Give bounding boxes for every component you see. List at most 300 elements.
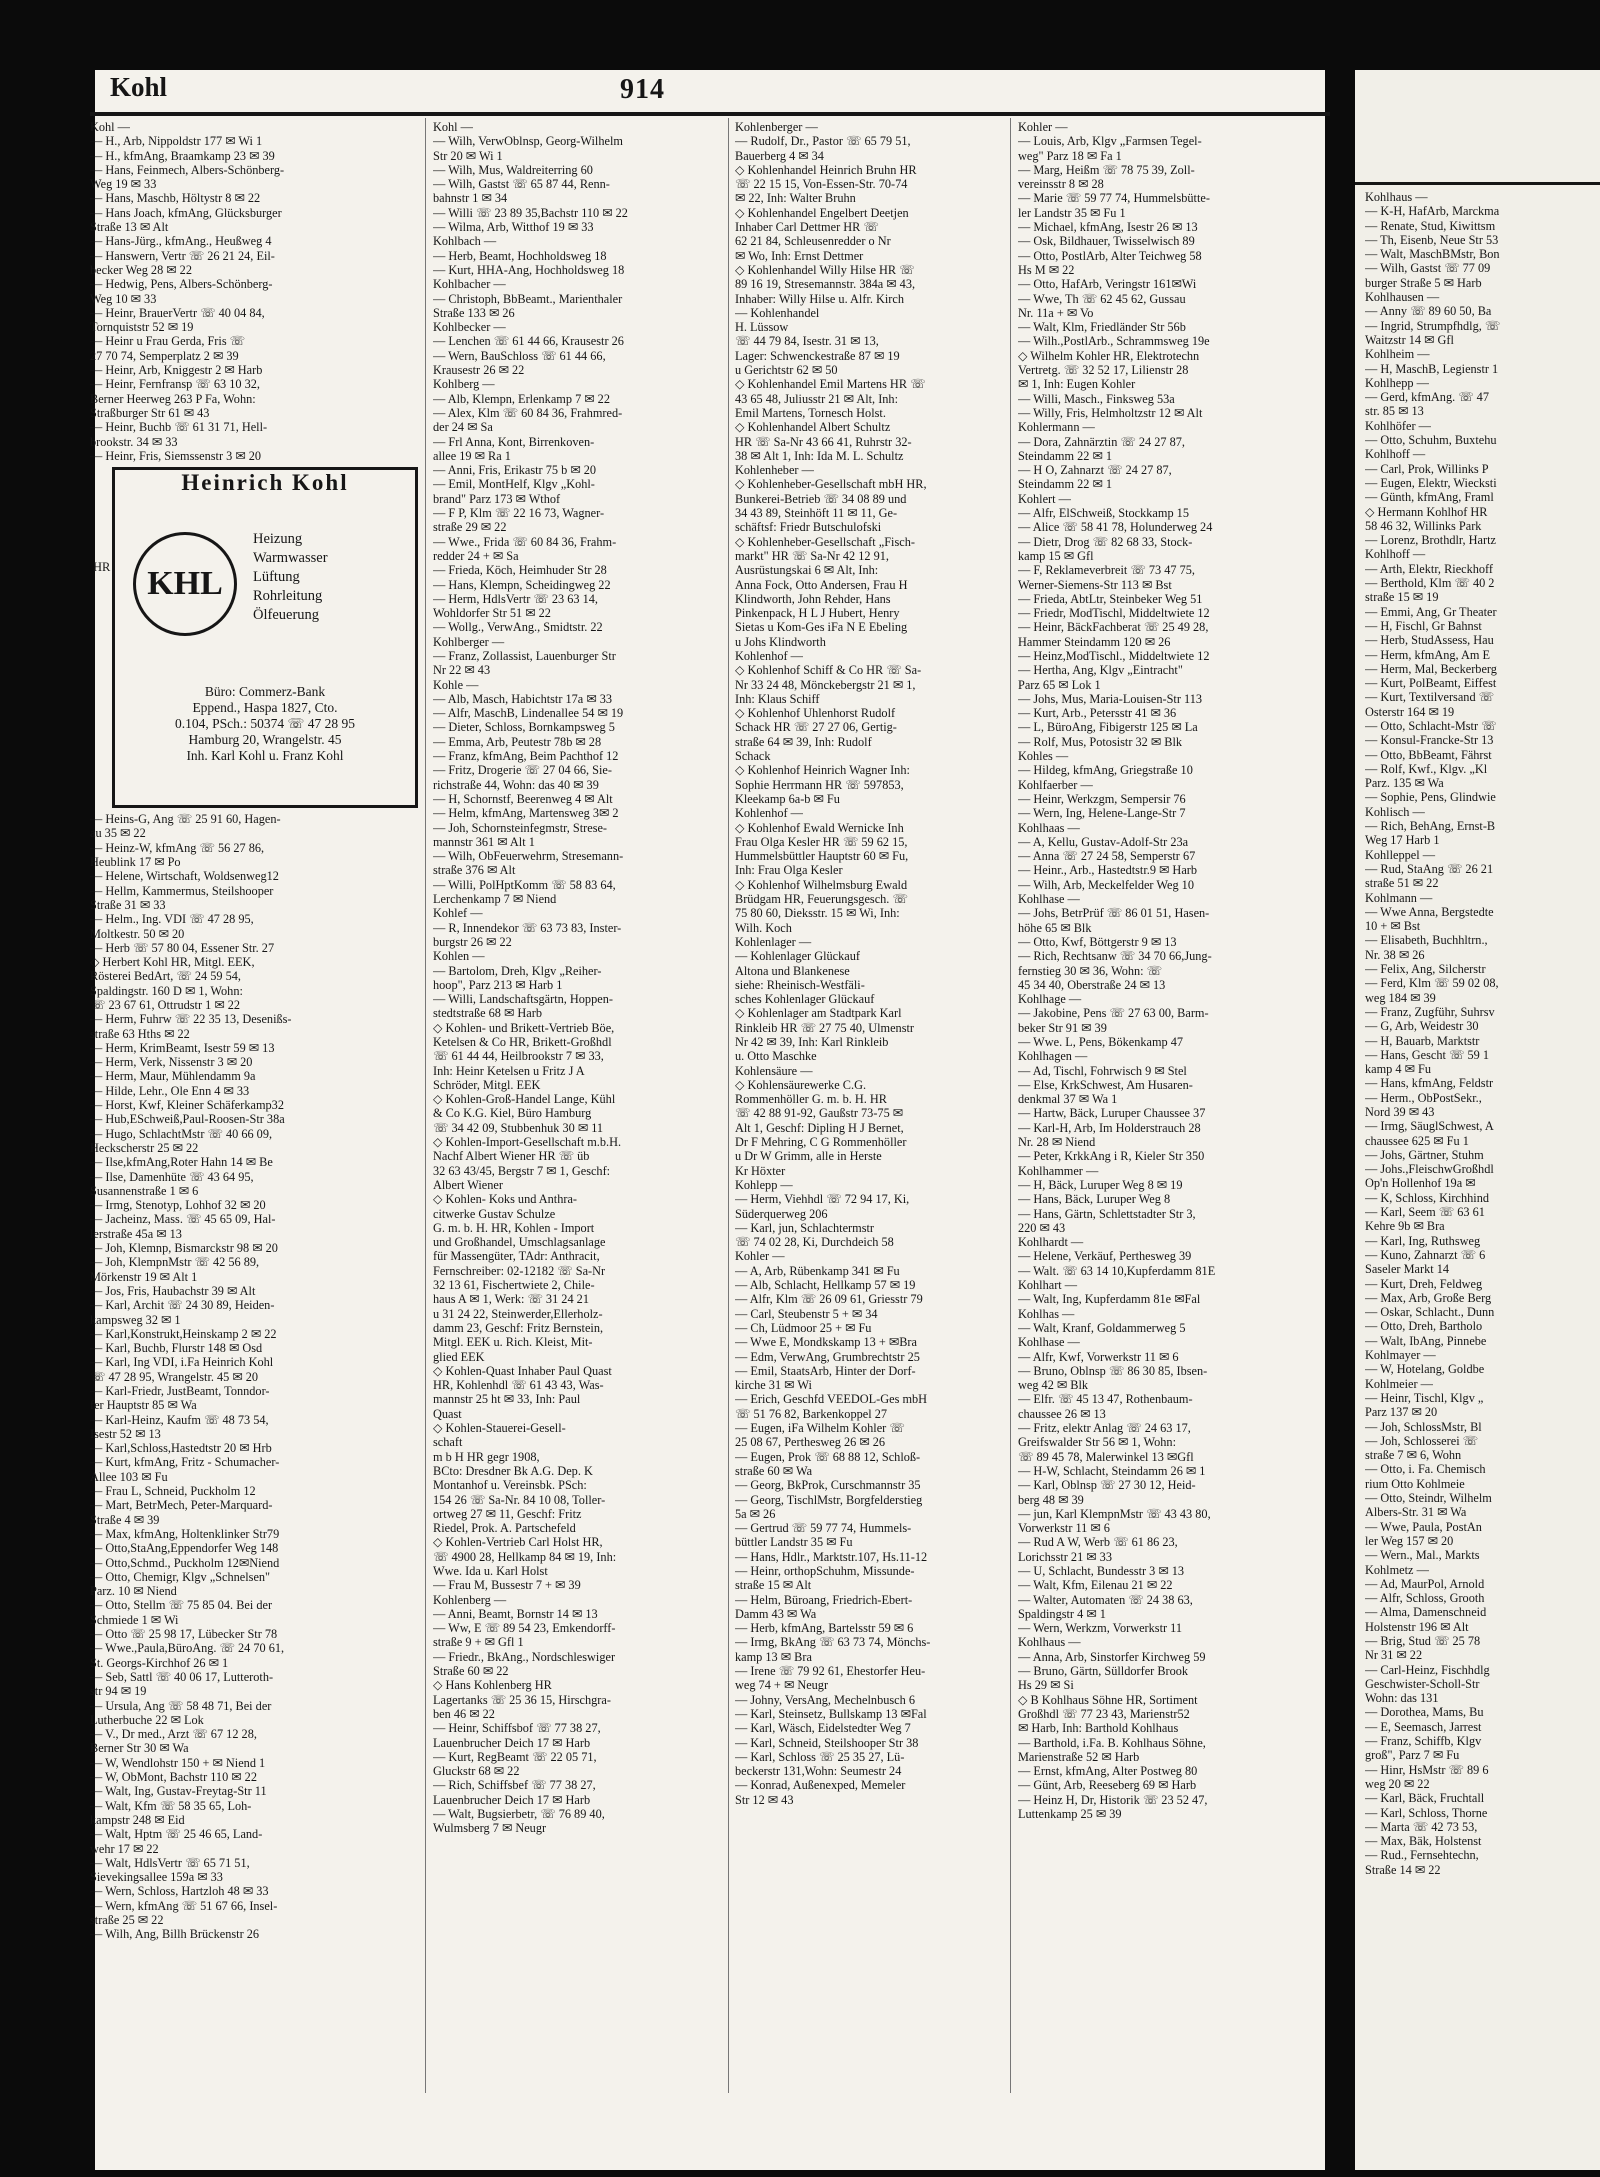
facing-entry-line: — H, MaschB, Legienstr 1 (1365, 361, 1499, 376)
col1-entry-line: brookstr. 34 ✉ 33 (90, 434, 178, 449)
col3-entry-line: Brüdgam HR, Feuerungsgesch. ☏ (735, 892, 908, 907)
col1-entry-line: — Karl, Ing VDI, i.Fa Heinrich Kohl (90, 1355, 274, 1370)
col1-entry-line: au 35 ✉ 22 (90, 826, 146, 841)
col4-entry-line: Werner-Siemens-Str 113 ✉ Bst (1018, 577, 1172, 592)
col2-entry-line: — Willi ☏ 23 89 35,Bachstr 110 ✉ 22 (433, 205, 628, 220)
col1-entry-line: — Hub,ESchweiß,Paul-Roosen-Str 38a (90, 1112, 285, 1127)
col4-entry-line: — Wern, Werkzm, Vorwerkstr 11 (1018, 1621, 1183, 1636)
col4-entry-line: Hs M ✉ 22 (1018, 262, 1075, 277)
col2-entry-line: mannstr 25 ht ✉ 33, Inh: Paul (433, 1392, 581, 1407)
col4-entry-line: Kohlhardt — (1018, 1235, 1084, 1250)
col4-entry-line: Luttenkamp 25 ✉ 39 (1018, 1807, 1122, 1822)
col4-entry-line: — Karl-H, Arb, Im Holderstrauch 28 (1018, 1120, 1201, 1135)
col4-entry-line: — Wilh, Arb, Meckelfelder Weg 10 (1018, 877, 1194, 892)
col4-entry-line: — Hans, Gärtn, Schlettstadter Str 3, (1018, 1206, 1196, 1221)
col1-entry-line: — Karl, Archit ☏ 24 30 89, Heiden- (90, 1298, 275, 1313)
col1-entry-line: — Hans, Maschb, Höltystr 8 ✉ 22 (90, 191, 261, 206)
col3-entry-line: Kr Höxter (735, 1163, 786, 1178)
col1-entry-line: Isestr 52 ✉ 13 (90, 1426, 161, 1441)
col2-entry-line: Lerchenkamp 7 ✉ Niend (433, 892, 557, 907)
facing-entry-line: — Eugen, Elektr, Wiecksti (1365, 475, 1497, 490)
facing-entry-line: — Wwe Anna, Bergstedte (1365, 904, 1494, 919)
col4-entry-line: Kohlermann — (1018, 420, 1095, 435)
col4-entry-line: — Jakobine, Pens ☏ 27 63 00, Barm- (1018, 1006, 1209, 1021)
facing-entry-line: — Walt, IbAng, Pinnebe (1365, 1333, 1487, 1348)
col1-entry-line: straße 25 ✉ 22 (90, 1912, 164, 1927)
col2-entry-line: ◇ Kohlen-Groß-Handel Lange, Kühl (433, 1092, 616, 1107)
facing-entry-line: — Herm., ObPostSekr., (1365, 1090, 1482, 1105)
col3-entry-line: Kohlenberger — (735, 120, 818, 134)
col4-entry-line: — Otto, HafArb, Veringstr 161✉Wi (1018, 277, 1197, 292)
col2-entry-line: — Herm, HdlsVertr ☏ 23 63 14, (433, 591, 598, 606)
ad-service-item: Heizung (253, 531, 303, 548)
col3-entry-line: — Erich, Geschfd VEEDOL-Ges mbH (735, 1392, 928, 1407)
col1-entry-line: — Heinr u Frau Gerda, Fris ☏ (90, 334, 246, 349)
col3-entry-line: 62 21 84, Schleusenredder o Nr (735, 234, 891, 249)
facing-entry-line: — H, Fischl, Gr Bahnst (1365, 618, 1482, 633)
col2-entry-line: damm 23, Geschf: Fritz Bernstein, (433, 1320, 604, 1335)
col4-entry-line: — Anna ☏ 27 24 58, Semperstr 67 (1018, 849, 1196, 864)
col4-entry-line: — Alice ☏ 58 41 78, Holunderweg 24 (1018, 520, 1213, 535)
facing-entry-line: ler Weg 157 ✉ 20 (1365, 1533, 1454, 1548)
col2-entry-line: ☏ 61 44 44, Heilbrookstr 7 ✉ 33, (433, 1049, 604, 1064)
col2-entry-line: — Alb, Masch, Habichtstr 17a ✉ 33 (433, 691, 613, 706)
col1-entry-line: — Heinr, Fernfransp ☏ 63 10 32, (90, 377, 260, 392)
col2-entry-line: richstraße 44, Wohn: das 40 ✉ 39 (433, 777, 599, 792)
col3-entry-line: Kohlenhof — (735, 648, 803, 663)
col1-entry-line: — Hanswern, Vertr ☏ 26 21 24, Eil- (90, 248, 275, 263)
column-1-entries-top (90, 120, 410, 463)
col2-entry-line: Kohlbecker — (433, 320, 506, 335)
col3-entry-line: Wilh. Koch (735, 920, 792, 935)
facing-page-edge (1355, 70, 1600, 2170)
col3-entry-line: — Helm, Büroang, Friedrich-Ebert- (735, 1592, 913, 1607)
col3-entry-line: Pinkenpack, H L J Hubert, Henry (735, 606, 900, 621)
col4-entry-line: — Heinz H, Dr, Historik ☏ 23 52 47, (1018, 1792, 1208, 1807)
col1-entry-line: Heckscherstr 25 ✉ 22 (90, 1140, 199, 1155)
col3-entry-line: ✉ Wo, Inh: Ernst Dettmer (735, 248, 864, 263)
col1-entry-line: Kohl — (90, 120, 130, 134)
col1-entry-line: — Horst, Kwf, Kleiner Schäferkamp32 (90, 1098, 284, 1113)
col4-entry-line: — Alfr, ElSchweiß, Stockkamp 15 (1018, 506, 1189, 521)
col4-entry-line: — Wwe, Th ☏ 62 45 62, Gussau (1018, 291, 1186, 306)
col3-entry-line: Bunkerei-Betrieb ☏ 34 08 89 und (735, 491, 907, 506)
col1-entry-line: — Herm, Fuhrw ☏ 22 35 13, Desenißs- (90, 1012, 292, 1027)
col2-entry-line: mannstr 361 ✉ Alt 1 (433, 834, 535, 849)
col4-entry-line: — Karl, Oblnsp ☏ 27 30 12, Heid- (1018, 1478, 1196, 1493)
hr-marker: HR (93, 560, 111, 574)
facing-entry-line: — Hinr, HsMstr ☏ 89 6 (1365, 1762, 1489, 1777)
facing-entry-line: Nr. 38 ✉ 26 (1365, 947, 1425, 962)
ad-bank-line: 0.104, PSch.: 50374 ☏ 47 28 95 (174, 716, 355, 732)
col3-entry-line: Hummelsbüttler Hauptstr 60 ✉ Fu, (735, 849, 909, 864)
col3-entry-line: H. Lüssow (735, 320, 789, 335)
col3-entry-line: markt" HR ☏ Sa-Nr 42 12 91, (735, 548, 889, 563)
col2-entry-line: — H, Schornstf, Beerenweg 4 ✉ Alt (433, 791, 613, 806)
col3-entry-line: 25 08 67, Perthesweg 26 ✉ 26 (735, 1435, 885, 1450)
column-2 (433, 120, 753, 1836)
col4-entry-line: — Elfr. ☏ 45 13 47, Rothenbaum- (1018, 1392, 1193, 1407)
col4-entry-line: — Bruno, Oblnsp ☏ 86 30 85, Ibsen- (1018, 1363, 1208, 1378)
col2-entry-line: ◇ Kohlen- Koks und Anthra- (433, 1192, 578, 1207)
col1-entry-line: — Jos, Fris, Haubachstr 39 ✉ Alt (90, 1283, 256, 1298)
running-head: Kohl (110, 72, 168, 102)
col2-entry-line: — Alb, Klempn, Erlenkamp 7 ✉ 22 (433, 391, 610, 406)
facing-entry-line: — Oskar, Schlacht., Dunn (1365, 1305, 1495, 1320)
col3-entry-line: straße 15 ✉ Alt (735, 1578, 812, 1593)
col3-entry-line: Inh: Frau Olga Kesler (735, 863, 843, 878)
col2-entry-line: — Kurt, HHA-Ang, Hochholdsweg 18 (433, 262, 625, 277)
facing-entry-line: Kohlmetz — (1365, 1562, 1429, 1577)
col3-entry-line: — Irene ☏ 79 92 61, Ehestorfer Heu- (735, 1664, 926, 1679)
facing-entry-line: Op'n Hollenhof 19a ✉ (1365, 1176, 1476, 1191)
col1-entry-line: becker Weg 28 ✉ 22 (90, 262, 192, 277)
col2-entry-line: — Heinr, Schiffsbof ☏ 77 38 27, (433, 1721, 601, 1736)
facing-entry-line: — Otto, Schuhm, Buxtehu (1365, 433, 1497, 448)
col2-entry-line: — Anni, Fris, Erikastr 75 b ✉ 20 (433, 463, 596, 478)
col2-entry-line: schaft (433, 1435, 463, 1450)
col4-entry-line: — Heinr, Werkzgm, Sempersir 76 (1018, 791, 1186, 806)
col2-entry-line: Kohlberg — (433, 377, 495, 392)
col2-entry-line: — Alex, Klm ☏ 60 84 36, Frahmred- (433, 405, 623, 420)
col2-entry-line: Gluckstr 68 ✉ 22 (433, 1764, 520, 1779)
facing-entry-line: — Franz, Schiffb, Klgv (1365, 1734, 1482, 1749)
col4-entry-line: — Dora, Zahnärztin ☏ 24 27 87, (1018, 434, 1185, 449)
col3-entry-line: Kohlenlager — (735, 934, 812, 949)
col3-entry-line: 75 80 60, Dieksstr. 15 ✉ Wi, Inh: (735, 906, 900, 921)
facing-entry-line: — Hans, Gescht ☏ 59 1 (1365, 1047, 1489, 1062)
col3-entry-line: u Gerichtstr 62 ✉ 50 (735, 363, 838, 378)
facing-entry-line: — Otto, Schlacht-Mstr ☏ (1365, 718, 1497, 733)
col4-entry-line: — Hertha, Ang, Klgv „Eintracht" (1018, 663, 1183, 678)
facing-entry-line: — Joh, Schlosserei ☏ (1365, 1433, 1479, 1448)
col4-entry-line: — Walt, Kranf, Goldammerweg 5 (1018, 1320, 1186, 1335)
facing-entry-line: Waitzstr 14 ✉ Gfl (1365, 332, 1454, 347)
column-1-entries-bottom (90, 812, 410, 1941)
facing-entry-line: — Rud, StaAng ☏ 26 21 (1365, 861, 1494, 876)
facing-entry-line: — Walt, MaschBMstr, Bon (1365, 247, 1500, 262)
col3-entry-line: büttler Landstr 35 ✉ Fu (735, 1535, 853, 1550)
col2-entry-line: — Lenchen ☏ 61 44 66, Krausestr 26 (433, 334, 624, 349)
col2-entry-line: brand" Parz 173 ✉ Wthof (433, 491, 561, 506)
col1-entry-line: Berner Heerweg 263 P Fa, Wohn: (90, 391, 256, 406)
col1-entry-line: — Hedwig, Pens, Albers-Schönberg- (90, 277, 273, 292)
ad-service-item: Ölfeuerung (253, 607, 320, 624)
facing-entry-line: Kohlhoff — (1365, 547, 1426, 562)
col3-entry-line: u. Otto Maschke (735, 1049, 817, 1064)
col2-entry-line: Straße 133 ✉ 26 (433, 305, 515, 320)
col4-entry-line: weg" Parz 18 ✉ Fa 1 (1018, 148, 1122, 163)
col2-entry-line: Straße 60 ✉ 22 (433, 1664, 509, 1679)
col1-entry-line: Straße 31 ✉ 33 (90, 897, 166, 912)
col2-entry-line: — Hans, Klempn, Scheidingweg 22 (433, 577, 611, 592)
col3-entry-line: — Edm, VerwAng, Grumbrechtstr 25 (735, 1349, 920, 1364)
col4-entry-line: fernstieg 30 ✉ 36, Wohn: ☏ (1018, 963, 1163, 978)
col2-entry-line: — F P, Klm ☏ 22 16 73, Wagner- (433, 506, 605, 521)
facing-entry-line: — Alma, Damenschneid (1365, 1605, 1487, 1620)
logo-lettering: KHL (147, 564, 223, 602)
facing-entry-line: — K, Schloss, Kirchhind (1365, 1190, 1489, 1205)
col2-entry-line: Mitgl. EEK u. Rich. Kleist, Mit- (433, 1335, 593, 1350)
col3-entry-line: Kleekamp 6a-b ✉ Fu (735, 791, 840, 806)
col1-entry-line: Lutherbuche 22 ✉ Lok (90, 1712, 204, 1727)
facing-entry-line: Kohlhoff — (1365, 447, 1426, 462)
col2-entry-line: Quast (433, 1406, 462, 1421)
col1-entry-line: ☏ 47 28 95, Wrangelstr. 45 ✉ 20 (90, 1369, 259, 1384)
col4-entry-line: Greifswalder Str 56 ✉ 1, Wohn: (1018, 1435, 1176, 1450)
col4-entry-line: — Marg, Heißm ☏ 78 75 39, Zoll- (1018, 162, 1195, 177)
col2-entry-line: — Wollg., VerwAng., Smidtstr. 22 (433, 620, 603, 635)
col4-entry-line: — Fritz, elektr Anlag ☏ 24 63 17, (1018, 1421, 1191, 1436)
col4-entry-line: — H O, Zahnarzt ☏ 24 27 87, (1018, 463, 1172, 478)
facing-entry-line: — Karl, Schloss, Thorne (1365, 1805, 1488, 1820)
col1-entry-line: — Otto, Chemigr, Klgv „Schnelsen" (90, 1569, 271, 1584)
facing-entry-line: — Franz, Zugführ, Suhrsv (1365, 1004, 1495, 1019)
facing-entry-line: — Arth, Elektr, Rieckhoff (1365, 561, 1494, 576)
col1-entry-line: Tornquiststr 52 ✉ 19 (90, 320, 194, 335)
facing-entry-line: Nord 39 ✉ 43 (1365, 1105, 1435, 1119)
col4-entry-line: Kohlhaus — (1018, 1635, 1081, 1650)
ad-services-list (253, 530, 328, 625)
col1-entry-line: kampsweg 32 ✉ 1 (90, 1312, 181, 1327)
col3-entry-line: — Kohlenhandel (735, 305, 820, 320)
col3-entry-line: ☏ 51 76 82, Barkenkoppel 27 (735, 1406, 887, 1421)
col2-entry-line: Lauenbrucher Deich 17 ✉ Harb (433, 1735, 591, 1750)
col2-entry-line: ben 46 ✉ 22 (433, 1706, 495, 1721)
col1-entry-line: straße 63 Hths ✉ 22 (90, 1026, 190, 1041)
col3-entry-line: ◇ Kohlenhandel Albert Schultz (735, 420, 891, 435)
col4-entry-line: Vertretg. ☏ 32 52 17, Lilienstr 28 (1018, 363, 1189, 378)
col1-entry-line: — Heins-G, Ang ☏ 25 91 60, Hagen- (90, 812, 281, 827)
col1-entry-line: — Herm, Maur, Mühlendamm 9a (90, 1069, 256, 1084)
col4-entry-line: — F, Reklameverbreit ☏ 73 47 75, (1018, 563, 1195, 578)
col3-entry-line: — A, Arb, Rübenkamp 341 ✉ Fu (735, 1263, 900, 1278)
facing-entry-line: — Gerd, kfmAng. ☏ 47 (1365, 390, 1489, 405)
col3-entry-line: Frau Olga Kesler HR ☏ 59 62 15, (735, 834, 908, 849)
col2-entry-line: BCto: Dresdner Bk A.G. Dep. K (433, 1463, 593, 1478)
facing-entry-line: — Karl, Bäck, Fruchtall (1365, 1791, 1485, 1806)
facing-entry-line: — Kurt, Dreh, Feldweg (1365, 1276, 1483, 1291)
facing-entry-line: Kohlleppel — (1365, 847, 1436, 862)
col1-entry-line: Rösterei BedArt, ☏ 24 59 54, (90, 969, 241, 984)
col3-entry-line: Ausrüstungskai 6 ✉ Alt, Inh: (735, 563, 879, 578)
col2-entry-line: Kohlbach — (433, 234, 497, 249)
col4-entry-line: berg 48 ✉ 39 (1018, 1492, 1084, 1507)
col1-entry-line: — Wern, Schloss, Hartzloh 48 ✉ 33 (90, 1884, 269, 1899)
facing-entry-line: — Karl, Seem ☏ 63 61 (1365, 1205, 1485, 1220)
facing-entry-line: ◇ Hermann Kohlhof HR (1365, 504, 1488, 519)
col3-entry-line: Anna Fock, Otto Andersen, Frau H (735, 577, 908, 592)
col2-entry-line: Lauenbrucher Deich 17 ✉ Harb (433, 1792, 591, 1807)
col4-entry-line: Kohlfaerber — (1018, 777, 1093, 792)
col4-entry-line: — Rud A W, Werb ☏ 61 86 23, (1018, 1535, 1178, 1550)
col3-entry-line: HR ☏ Sa-Nr 43 66 41, Ruhrstr 32- (735, 434, 912, 449)
col4-entry-line: — Walt. ☏ 63 14 10,Kupferdamm 81E (1018, 1263, 1216, 1278)
col3-entry-line: beckerstr 131,Wohn: Seumestr 24 (735, 1764, 902, 1779)
col4-entry-line: weg 42 ✉ Blk (1018, 1378, 1089, 1393)
col2-entry-line: — Wilh, VerwOblnsp, Georg-Wilhelm (433, 134, 623, 149)
col4-entry-line: — Frieda, AbtLtr, Steinbeker Weg 51 (1018, 591, 1203, 606)
col3-entry-line: Kohlensäure — (735, 1063, 813, 1078)
col3-entry-line: — Eugen, iFa Wilhelm Kohler ☏ (735, 1421, 905, 1436)
col4-entry-line: — Heinz,ModTischl., Middeltwiete 12 (1018, 648, 1210, 663)
facing-entry-line: — Felix, Ang, Silcherstr (1365, 962, 1486, 977)
col1-entry-line: — Heinr, Arb, Kniggestr 2 ✉ Harb (90, 363, 263, 378)
col2-entry-line: Kohlef — (433, 906, 483, 921)
column-3 (735, 120, 1055, 1807)
col4-entry-line: — Wwe. L, Pens, Bökenkamp 47 (1018, 1035, 1184, 1049)
col4-entry-line: ◇ B Kohlhaus Söhne HR, Sortiment (1018, 1692, 1198, 1707)
col1-entry-line: — Otto,StaAng,Eppendorfer Weg 148 (90, 1541, 279, 1556)
col4-entry-line: — Hans, Bäck, Luruper Weg 8 (1018, 1192, 1171, 1207)
col1-entry-line: — W, Wendlohstr 150 + ✉ Niend 1 (90, 1755, 266, 1770)
col4-entry-line: — Otto, PostlArb, Alter Teichweg 58 (1018, 248, 1202, 263)
facing-entry-line: — Lorenz, Brothdlr, Hartz (1365, 533, 1496, 548)
col3-entry-line: ◇ Kohlensäurewerke C.G. (735, 1077, 867, 1092)
col2-entry-line: ☏ 4900 28, Hellkamp 84 ✉ 19, Inh: (433, 1549, 617, 1564)
col3-entry-line: — Karl, Schneid, Steilshooper Str 38 (735, 1735, 919, 1750)
col3-entry-line: Nr 42 ✉ 39, Inh: Karl Rinkleib (735, 1035, 889, 1049)
facing-entry-line: — Max, Bäk, Holstenst (1365, 1834, 1482, 1849)
col1-entry-line: 27 70 74, Semperplatz 2 ✉ 39 (90, 348, 239, 363)
col3-entry-line: Damm 43 ✉ Wa (735, 1606, 817, 1621)
col1-entry-line: — Otto,Schmd., Puckholm 12✉Niend (90, 1555, 280, 1570)
facing-entry-line: — Berthold, Klm ☏ 40 2 (1365, 576, 1495, 591)
facing-entry-line: — Carl, Prok, Willinks P (1365, 461, 1489, 476)
facing-entry-line: Weg 17 Harb 1 (1365, 833, 1440, 848)
col1-entry-line: Straßburger Str 61 ✉ 43 (90, 405, 210, 420)
facing-entry-line: — Ferd, Klm ☏ 59 02 08, (1365, 976, 1499, 991)
facing-entry-line: Parz. 135 ✉ Wa (1365, 776, 1444, 791)
col2-entry-line: ◇ Kohlen-Stauerei-Gesell- (433, 1421, 566, 1436)
col2-entry-line: HR, Kohlenhdl ☏ 61 43 43, Was- (433, 1378, 604, 1393)
facing-entry-line: weg 184 ✉ 39 (1365, 990, 1436, 1005)
col3-entry-line: Kohlenhof — (735, 806, 803, 821)
col2-entry-line: straße 376 ✉ Alt (433, 863, 516, 878)
col4-entry-line: Steindamm 22 ✉ 1 (1018, 448, 1112, 463)
col3-entry-line: sches Kohlenlager Glückauf (735, 992, 875, 1007)
col1-entry-line: — Karl, Buchb, Flurstr 148 ✉ Osd (90, 1341, 263, 1356)
facing-entry-line: — Herm, kfmAng, Am E (1365, 647, 1491, 662)
col4-entry-line: — H-W, Schlacht, Steindamm 26 ✉ 1 (1018, 1463, 1206, 1478)
col2-entry-line: — Joh, Schornsteinfegmstr, Strese- (433, 820, 608, 835)
col1-entry-line: — W, ObMont, Bachstr 110 ✉ 22 (90, 1770, 257, 1785)
facing-entry-line: — K-H, HafArb, Marckma (1365, 204, 1500, 219)
facing-entry-line: — Renate, Stud, Kiwittsm (1365, 218, 1496, 233)
col4-entry-line: vereinsstr 8 ✉ 28 (1018, 177, 1104, 192)
col3-entry-line: — Karl, Wäsch, Eidelstedter Weg 7 (735, 1721, 911, 1736)
column-1 (90, 120, 410, 1942)
col1-entry-line: — Wwe.,Paula,BüroAng. ☏ 24 70 61, (90, 1641, 285, 1656)
advertisement-heinrich-kohl (112, 467, 418, 808)
col3-entry-line: Inhaber Carl Dettmer HR ☏ (735, 220, 879, 235)
facing-entry-line: — Wwe, Paula, PostAn (1365, 1519, 1482, 1534)
col2-entry-line: — Anni, Beamt, Bornstr 14 ✉ 13 (433, 1606, 598, 1621)
ad-service-item: Lüftung (253, 569, 300, 586)
col4-entry-line: — Hildeg, kfmAng, Griegstraße 10 (1018, 763, 1193, 778)
col4-entry-line: — Osk, Bildhauer, Twisselwisch 89 (1018, 234, 1195, 249)
facing-entry-line: Straße 14 ✉ 22 (1365, 1862, 1441, 1877)
facing-entry-line: — Kurt, PolBeamt, Eiffest (1365, 676, 1497, 691)
col4-entry-line: ☏ 89 45 78, Malerwinkel 13 ✉Gfl (1018, 1449, 1194, 1464)
col2-entry-line: Kohlbacher — (433, 277, 506, 292)
facing-entry-line: Kohlmann — (1365, 890, 1433, 905)
col4-entry-line: — Walt, Kfm, Eilenau 21 ✉ 22 (1018, 1578, 1173, 1593)
facing-entry-line: — Th, Eisenb, Neue Str 53 (1365, 232, 1499, 247)
col1-entry-line: Straße 13 ✉ Alt (90, 220, 169, 235)
ad-bank-line: Hamburg 20, Wrangelstr. 45 (188, 732, 342, 748)
col1-entry-line: Weg 10 ✉ 33 (90, 291, 157, 306)
facing-entry-line: — Brig, Stud ☏ 25 78 (1365, 1633, 1481, 1648)
col1-entry-line: — Ursula, Ang ☏ 58 48 71, Bei der (90, 1698, 272, 1713)
col2-entry-line: ortweg 27 ✉ 11, Geschf: Fritz (433, 1506, 582, 1521)
col4-entry-line: — L, BüroAng, Fibigerstr 125 ✉ La (1018, 720, 1198, 735)
col3-entry-line: Klindworth, John Rehder, Hans (735, 591, 891, 606)
facing-entry-line: — Günth, kfmAng, Framl (1365, 490, 1494, 505)
facing-entry-line: straße 7 ✉ 6, Wohn (1365, 1448, 1462, 1463)
facing-entry-line: — Marta ☏ 42 73 53, (1365, 1819, 1478, 1834)
facing-entry-line: groß", Parz 7 ✉ Fu (1365, 1748, 1460, 1763)
col1-entry-line: — Jacheinz, Mass. ☏ 45 65 09, Hal- (90, 1212, 276, 1227)
col2-entry-line: allee 19 ✉ Ra 1 (433, 448, 511, 463)
col4-entry-line: beker Str 91 ✉ 39 (1018, 1020, 1107, 1035)
col3-entry-line: — Konrad, Außenexped, Memeler (735, 1778, 906, 1793)
ad-bank-line: Büro: Commerz-Bank (204, 684, 326, 700)
col1-entry-line: — Walt, Ing, Gustav-Freytag-Str 11 (90, 1784, 267, 1799)
col4-entry-line: Steindamm 22 ✉ 1 (1018, 477, 1112, 492)
col1-entry-line: — V., Dr med., Arzt ☏ 67 12 28, (90, 1727, 257, 1742)
col2-entry-line: Nr 22 ✉ 43 (433, 663, 491, 678)
col4-entry-line: — Wilh.,PostlArb., Schrammsweg 19e (1018, 334, 1210, 349)
col3-entry-line: — Heinr, orthopSchuhm, Missunde- (735, 1563, 915, 1578)
col3-entry-line: — Hans, Hdlr., Marktstr.107, Hs.11-12 (735, 1549, 928, 1564)
col4-entry-line: — Walt, Klm, Friedländer Str 56b (1018, 320, 1186, 335)
col2-entry-line: m b H HR gegr 1908, (433, 1449, 540, 1464)
col3-entry-line: Kohler — (735, 1249, 785, 1264)
col3-entry-line: — Johny, VersAng, Mechelnbusch 6 (735, 1692, 915, 1707)
col2-entry-line: redder 24 + ✉ Sa (433, 548, 519, 563)
col2-entry-line: Inh: Heinr Ketelsen u Fritz J A (433, 1063, 585, 1078)
col4-entry-line: — Ad, Tischl, Fohrwisch 9 ✉ Stel (1018, 1063, 1187, 1078)
facing-entry-line: straße 15 ✉ 19 (1365, 590, 1439, 605)
facing-entry-line: — Carl-Heinz, Fischhdlg (1365, 1662, 1490, 1677)
col3-entry-line: — Alb, Schlacht, Hellkamp 57 ✉ 19 (735, 1278, 916, 1293)
col2-entry-line: und Großhandel, Umschlagsanlage (433, 1235, 606, 1250)
col1-entry-line: — Max, kfmAng, Holtenklinker Str79 (90, 1526, 280, 1541)
col3-entry-line: — Emil, StaatsArb, Hinter der Dorf- (735, 1363, 916, 1378)
col1-entry-line: — Heinr, Fris, Siemssenstr 3 ✉ 20 (90, 448, 262, 463)
col2-entry-line: — Wilh, Mus, Waldreiterring 60 (433, 162, 593, 177)
col3-entry-line: Bauerberg 4 ✉ 34 (735, 148, 824, 163)
facing-entry-line: — E, Seemasch, Jarrest (1365, 1719, 1482, 1734)
col1-entry-line: — Heinr, BrauerVertr ☏ 40 04 84, (90, 305, 265, 320)
col2-entry-line: Ketelsen & Co HR, Brikett-Großhdl (433, 1035, 612, 1049)
col2-entry-line: 32 63 43/45, Bergstr 7 ✉ 1, Geschf: (433, 1163, 611, 1178)
facing-entry-line: 10 + ✉ Bst (1365, 919, 1421, 934)
facing-entry-line: Osterstr 164 ✉ 19 (1365, 704, 1455, 719)
col4-entry-line: Lorichsstr 21 ✉ 33 (1018, 1549, 1112, 1564)
col4-entry-line: — Helene, Verkäuf, Perthesweg 39 (1018, 1249, 1192, 1264)
col3-entry-line: ◇ Kohlenhandel Heinrich Bruhn HR (735, 162, 917, 177)
col3-entry-line: 5a ✉ 26 (735, 1506, 776, 1521)
col3-entry-line: 38 ✉ Alt 1, Inh: Ida M. L. Schultz (735, 448, 904, 463)
col2-entry-line: — Willi, Landschaftsgärtn, Hoppen- (433, 992, 613, 1007)
col4-entry-line: Kohlert — (1018, 491, 1071, 506)
col3-entry-line: Sietas u Kom-Ges iFa N E Ebeling (735, 620, 908, 635)
facing-entry-line: — Max, Arb, Große Berg (1365, 1290, 1492, 1305)
col3-entry-line: ☏ 44 79 84, Isestr. 31 ✉ 13, (735, 334, 879, 349)
col2-entry-line: der 24 ✉ Sa (433, 420, 493, 435)
